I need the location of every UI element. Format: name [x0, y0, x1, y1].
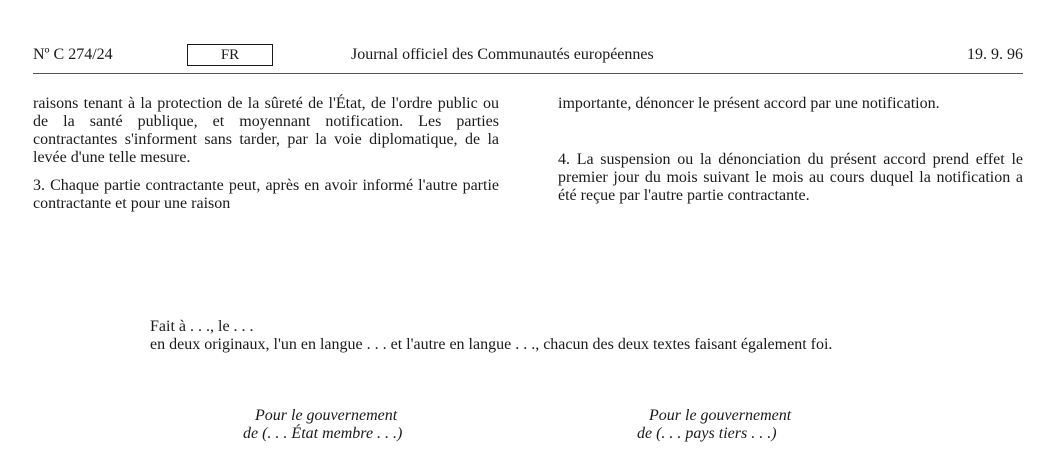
paragraph-left-1: raisons tenant à la protection de la sûreté de l'État, de l'ordre public ou de la santé publique, et moyennant notification. Les parties contractantes s'informent sans tarder, par la voie diplomatique, de la levée d'une telle mesure.: [33, 95, 499, 166]
journal-title: Journal officiel des Communautés européennes: [351, 46, 654, 63]
publication-date: 19. 9. 96: [967, 46, 1023, 63]
page-header: [33, 44, 1023, 70]
signature-left-line2: de (. . . État membre . . .): [243, 425, 403, 442]
paragraph-right-1: importante, dénoncer le présent accord par une notification.: [558, 95, 940, 112]
closing-formula: [150, 318, 950, 354]
signature-left-line1: Pour le gouvernement: [255, 407, 398, 424]
signature-right-line1: Pour le gouvernement: [649, 407, 792, 424]
journal-number: Nº C 274/24: [33, 46, 113, 63]
closing-originals: en deux originaux, l'un en langue . . . et l'autre en langue . . ., chacun des deux textes faisant également foi.: [150, 336, 833, 353]
language-box: FR: [187, 44, 273, 66]
paragraph-left-2: 3. Chaque partie contractante peut, après en avoir informé l'autre partie contractante et pour une raison: [33, 177, 499, 212]
header-rule: [33, 73, 1023, 74]
signature-block-member-state: [243, 407, 402, 443]
paragraph-right-2: 4. La suspension ou la dénonciation du présent accord prend effet le premier jour du mois suivant le mois au cours duquel la notification a été reçue par l'autre partie contractante.: [558, 151, 1023, 204]
signature-block-third-country: [637, 407, 791, 443]
right-column: [558, 95, 1023, 205]
closing-place-date: Fait à . . ., le . . .: [150, 318, 254, 335]
left-column: [33, 95, 499, 213]
signature-right-line2: de (. . . pays tiers . . .): [637, 425, 777, 442]
